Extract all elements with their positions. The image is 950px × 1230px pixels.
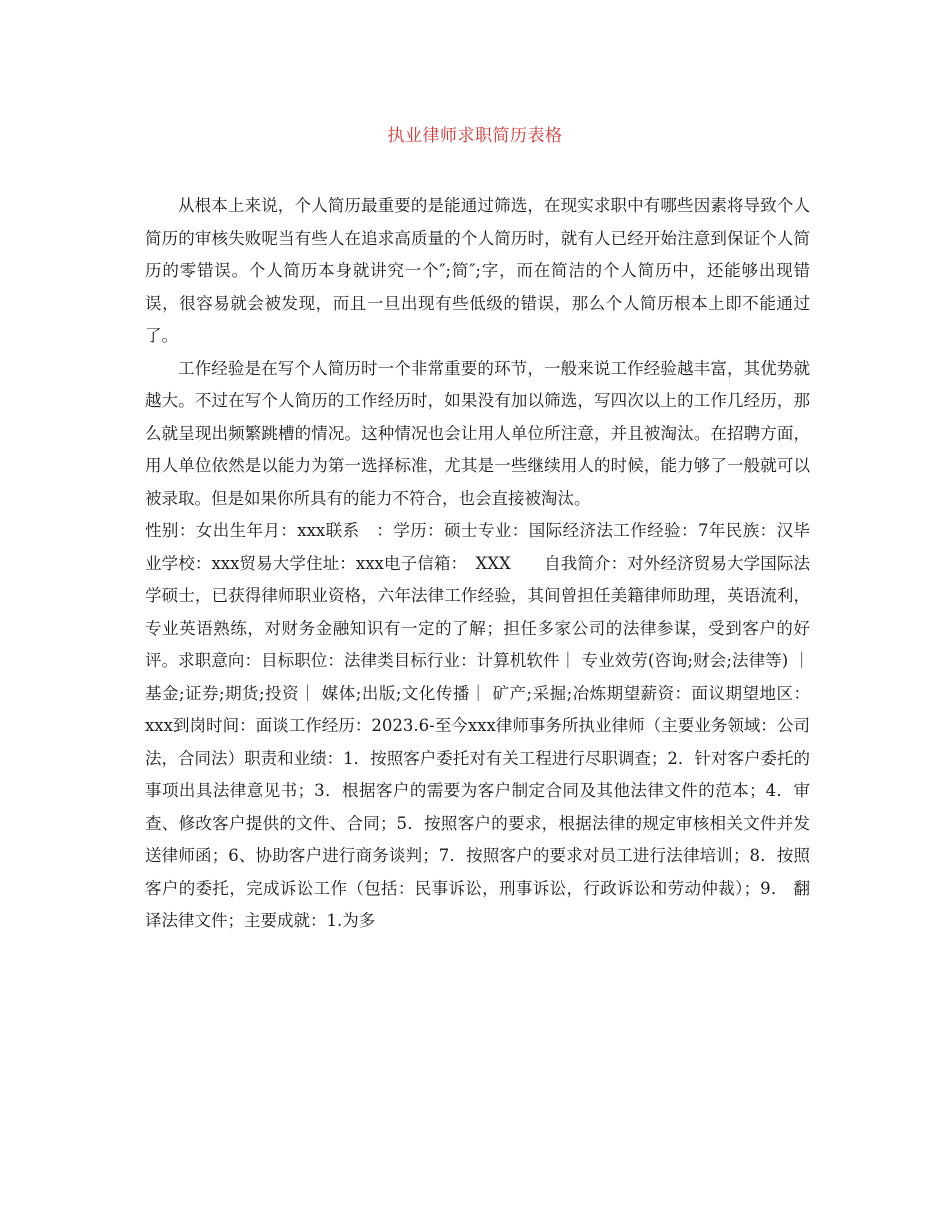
paragraph-resume-details: 性别：女出生年月：xxx联系 ：学历：硕士专业：国际经济法工作经验：7年民族：汉毕业学校：xxx贸易大学住址：xxx电子信箱： XXX 自我简介：对外经济贸易大学国际法学硕士，已获得律师职业资格，六年法律工作经验，其间曾担任美籍律师助理，英语流利，专业英语熟练，对财务金融知识有一定的了解；担任多家公司的法律参谋，受到客户的好评。求职意向：目标职位：法律类目标行业：计算机软件｜ 专业效劳(咨询;财会;法律等) ｜ 基金;证券;期货;投资｜ 媒体;出版;文化传播｜ 矿产;采掘;冶炼期望薪资：面议期望地区：xxx到岗时间：面谈工作经历：2023.6-至今xxx律师事务所执业律师（主要业务领域：公司法，合同法）职责和业绩：1．按照客户委托对有关工程进行尽职调查；2．针对客户委托的事项出具法律意见书；3．根据客户的需要为客户制定合同及其他法律文件的范本；4．审查、修改客户提供的文件、合同；5．按照客户的要求，根据法律的规定审核相关文件并发送律师函；6、协助客户进行商务谈判；7．按照客户的要求对员工进行法律培训；8．按照客户的委托，完成诉讼工作（包括：民事诉讼，刑事诉讼，行政诉讼和劳动仲裁）；9． 翻译法律文件；主要成就：1.为多 xyxy=(145,521,810,930)
paragraph-experience: 工作经验是在写个人简历时一个非常重要的环节，一般来说工作经验越丰富，其优势就越大。不过在写个人简历的工作经历时，如果没有加以筛选，写四次以上的工作几经历，那么就呈现出频繁跳槽的情况。这种情况也会让用人单位所注意，并且被淘汰。在招聘方面，用人单位依然是以能力为第一选择标准，尤其是一些继续用人的时候，能力够了一般就可以被录取。但是如果你所具有的能力不符合，也会直接被淘汰。 xyxy=(145,358,810,508)
paragraph-intro: 从根本上来说，个人简历最重要的是能通过筛选，在现实求职中有哪些因素将导致个人简历的审核失败呢当有些人在追求高质量的个人简历时，就有人已经开始注意到保证个人简历的零错误。个人简历本身就讲究一个″;简″;字，而在简洁的个人简历中，还能够出现错误，很容易就会被发现，而且一旦出现有些低级的错误，那么个人简历根本上即不能通过了。 xyxy=(145,196,810,345)
document-title: 执业律师求职简历表格 xyxy=(387,126,563,146)
document-body xyxy=(145,190,810,938)
